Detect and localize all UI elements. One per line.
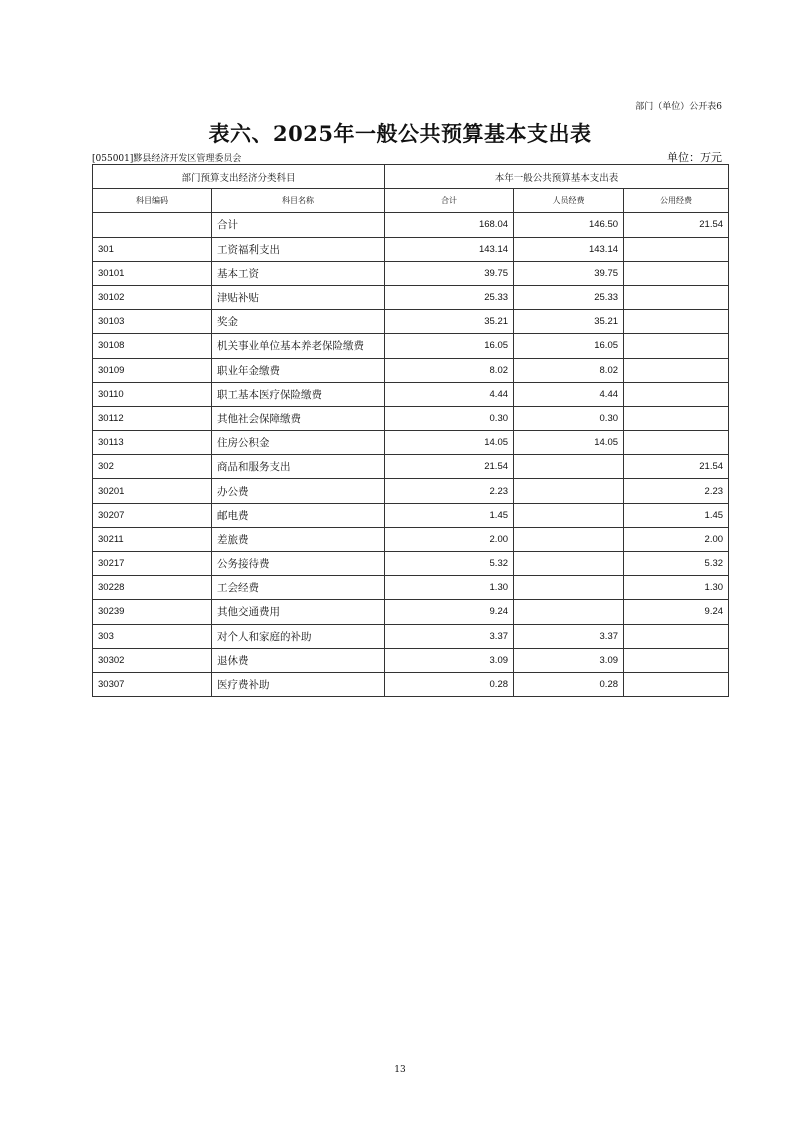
table-row [93, 648, 729, 672]
table-row [93, 431, 729, 455]
cell-code: 302 [93, 455, 212, 479]
cell-personnel: 16.05 [514, 334, 624, 358]
cell-code: 30239 [93, 600, 212, 624]
cell-code: 30113 [93, 431, 212, 455]
cell-personnel [514, 503, 624, 527]
table-row [93, 237, 729, 261]
cell-public [624, 261, 729, 285]
cell-total: 168.04 [385, 213, 514, 237]
cell-personnel: 25.33 [514, 285, 624, 309]
cell-code: 30217 [93, 552, 212, 576]
cell-total: 1.45 [385, 503, 514, 527]
cell-name: 公务接待费 [212, 552, 385, 576]
unit-label: 单位：万元 [667, 151, 722, 164]
cell-name: 奖金 [212, 310, 385, 334]
cell-code: 30201 [93, 479, 212, 503]
document-label: 部门（单位）公开表6 [635, 102, 722, 112]
table-row [93, 576, 729, 600]
cell-name: 工资福利支出 [212, 237, 385, 261]
cell-code: 301 [93, 237, 212, 261]
cell-code: 30302 [93, 648, 212, 672]
cell-code: 30103 [93, 310, 212, 334]
cell-public: 21.54 [624, 455, 729, 479]
group-header-basic-expenditure: 本年一般公共预算基本支出表 [385, 165, 729, 189]
table-row [93, 552, 729, 576]
table-row [93, 334, 729, 358]
cell-personnel: 8.02 [514, 358, 624, 382]
cell-total: 14.05 [385, 431, 514, 455]
cell-code: 303 [93, 624, 212, 648]
table-body [93, 213, 729, 697]
cell-total: 16.05 [385, 334, 514, 358]
cell-personnel: 39.75 [514, 261, 624, 285]
table-row [93, 479, 729, 503]
cell-name: 差旅费 [212, 527, 385, 551]
cell-code: 30110 [93, 382, 212, 406]
cell-total: 4.44 [385, 382, 514, 406]
cell-code: 30228 [93, 576, 212, 600]
cell-public [624, 672, 729, 696]
cell-total: 39.75 [385, 261, 514, 285]
cell-name: 工会经费 [212, 576, 385, 600]
cell-name: 商品和服务支出 [212, 455, 385, 479]
cell-code: 30102 [93, 285, 212, 309]
cell-code: 30211 [93, 527, 212, 551]
organization-name: [055001]黟县经济开发区管理委员会 [92, 154, 242, 164]
cell-name: 对个人和家庭的补助 [212, 624, 385, 648]
cell-name: 基本工资 [212, 261, 385, 285]
cell-public: 1.45 [624, 503, 729, 527]
cell-name: 职工基本医疗保险缴费 [212, 382, 385, 406]
table-row [93, 503, 729, 527]
cell-public [624, 285, 729, 309]
cell-code [93, 213, 212, 237]
column-header-personnel: 人员经费 [514, 189, 624, 213]
cell-public [624, 334, 729, 358]
cell-public [624, 237, 729, 261]
cell-public: 5.32 [624, 552, 729, 576]
table-row [93, 358, 729, 382]
cell-public [624, 382, 729, 406]
column-header-public: 公用经费 [624, 189, 729, 213]
table-row [93, 213, 729, 237]
cell-public [624, 648, 729, 672]
cell-public [624, 310, 729, 334]
cell-total: 21.54 [385, 455, 514, 479]
cell-code: 30101 [93, 261, 212, 285]
page-title: 表六、2025年一般公共预算基本支出表 [208, 121, 592, 146]
cell-personnel: 14.05 [514, 431, 624, 455]
cell-total: 8.02 [385, 358, 514, 382]
cell-public [624, 624, 729, 648]
cell-personnel: 3.09 [514, 648, 624, 672]
column-header-name: 科目名称 [212, 189, 385, 213]
cell-personnel [514, 600, 624, 624]
table-row [93, 455, 729, 479]
cell-code: 30207 [93, 503, 212, 527]
table-row [93, 382, 729, 406]
cell-personnel [514, 479, 624, 503]
cell-name: 邮电费 [212, 503, 385, 527]
cell-name: 住房公积金 [212, 431, 385, 455]
cell-total: 5.32 [385, 552, 514, 576]
table-row [93, 527, 729, 551]
cell-name: 合计 [212, 213, 385, 237]
page-number: 13 [394, 1065, 406, 1075]
cell-total: 9.24 [385, 600, 514, 624]
cell-public: 9.24 [624, 600, 729, 624]
cell-personnel: 35.21 [514, 310, 624, 334]
cell-public: 2.23 [624, 479, 729, 503]
cell-personnel: 143.14 [514, 237, 624, 261]
column-header-code: 科目编码 [93, 189, 212, 213]
cell-total: 3.37 [385, 624, 514, 648]
column-header-total: 合计 [385, 189, 514, 213]
cell-public [624, 358, 729, 382]
cell-personnel [514, 527, 624, 551]
cell-public [624, 431, 729, 455]
cell-personnel: 3.37 [514, 624, 624, 648]
cell-name: 职业年金缴费 [212, 358, 385, 382]
cell-total: 1.30 [385, 576, 514, 600]
cell-total: 143.14 [385, 237, 514, 261]
cell-code: 30109 [93, 358, 212, 382]
cell-public: 2.00 [624, 527, 729, 551]
cell-code: 30307 [93, 672, 212, 696]
table-row [93, 285, 729, 309]
cell-code: 30108 [93, 334, 212, 358]
cell-name: 医疗费补助 [212, 672, 385, 696]
cell-name: 其他交通费用 [212, 600, 385, 624]
cell-code: 30112 [93, 406, 212, 430]
cell-name: 机关事业单位基本养老保险缴费 [212, 334, 385, 358]
cell-total: 2.23 [385, 479, 514, 503]
cell-public [624, 406, 729, 430]
cell-personnel [514, 552, 624, 576]
group-header-economic-classification: 部门预算支出经济分类科目 [93, 165, 385, 189]
cell-personnel: 0.30 [514, 406, 624, 430]
cell-name: 退休费 [212, 648, 385, 672]
table-row [93, 406, 729, 430]
cell-total: 0.30 [385, 406, 514, 430]
table-row [93, 261, 729, 285]
cell-total: 25.33 [385, 285, 514, 309]
cell-personnel [514, 576, 624, 600]
table-row [93, 672, 729, 696]
cell-total: 2.00 [385, 527, 514, 551]
cell-personnel: 4.44 [514, 382, 624, 406]
cell-name: 办公费 [212, 479, 385, 503]
cell-name: 其他社会保障缴费 [212, 406, 385, 430]
cell-public: 1.30 [624, 576, 729, 600]
cell-total: 3.09 [385, 648, 514, 672]
budget-table [92, 164, 729, 697]
cell-personnel: 0.28 [514, 672, 624, 696]
table-row [93, 310, 729, 334]
cell-public: 21.54 [624, 213, 729, 237]
table-row [93, 600, 729, 624]
cell-personnel: 146.50 [514, 213, 624, 237]
cell-total: 0.28 [385, 672, 514, 696]
table-group-header-row [93, 165, 729, 189]
cell-total: 35.21 [385, 310, 514, 334]
table-row [93, 624, 729, 648]
cell-name: 津贴补贴 [212, 285, 385, 309]
cell-personnel [514, 455, 624, 479]
table-column-header-row [93, 189, 729, 213]
